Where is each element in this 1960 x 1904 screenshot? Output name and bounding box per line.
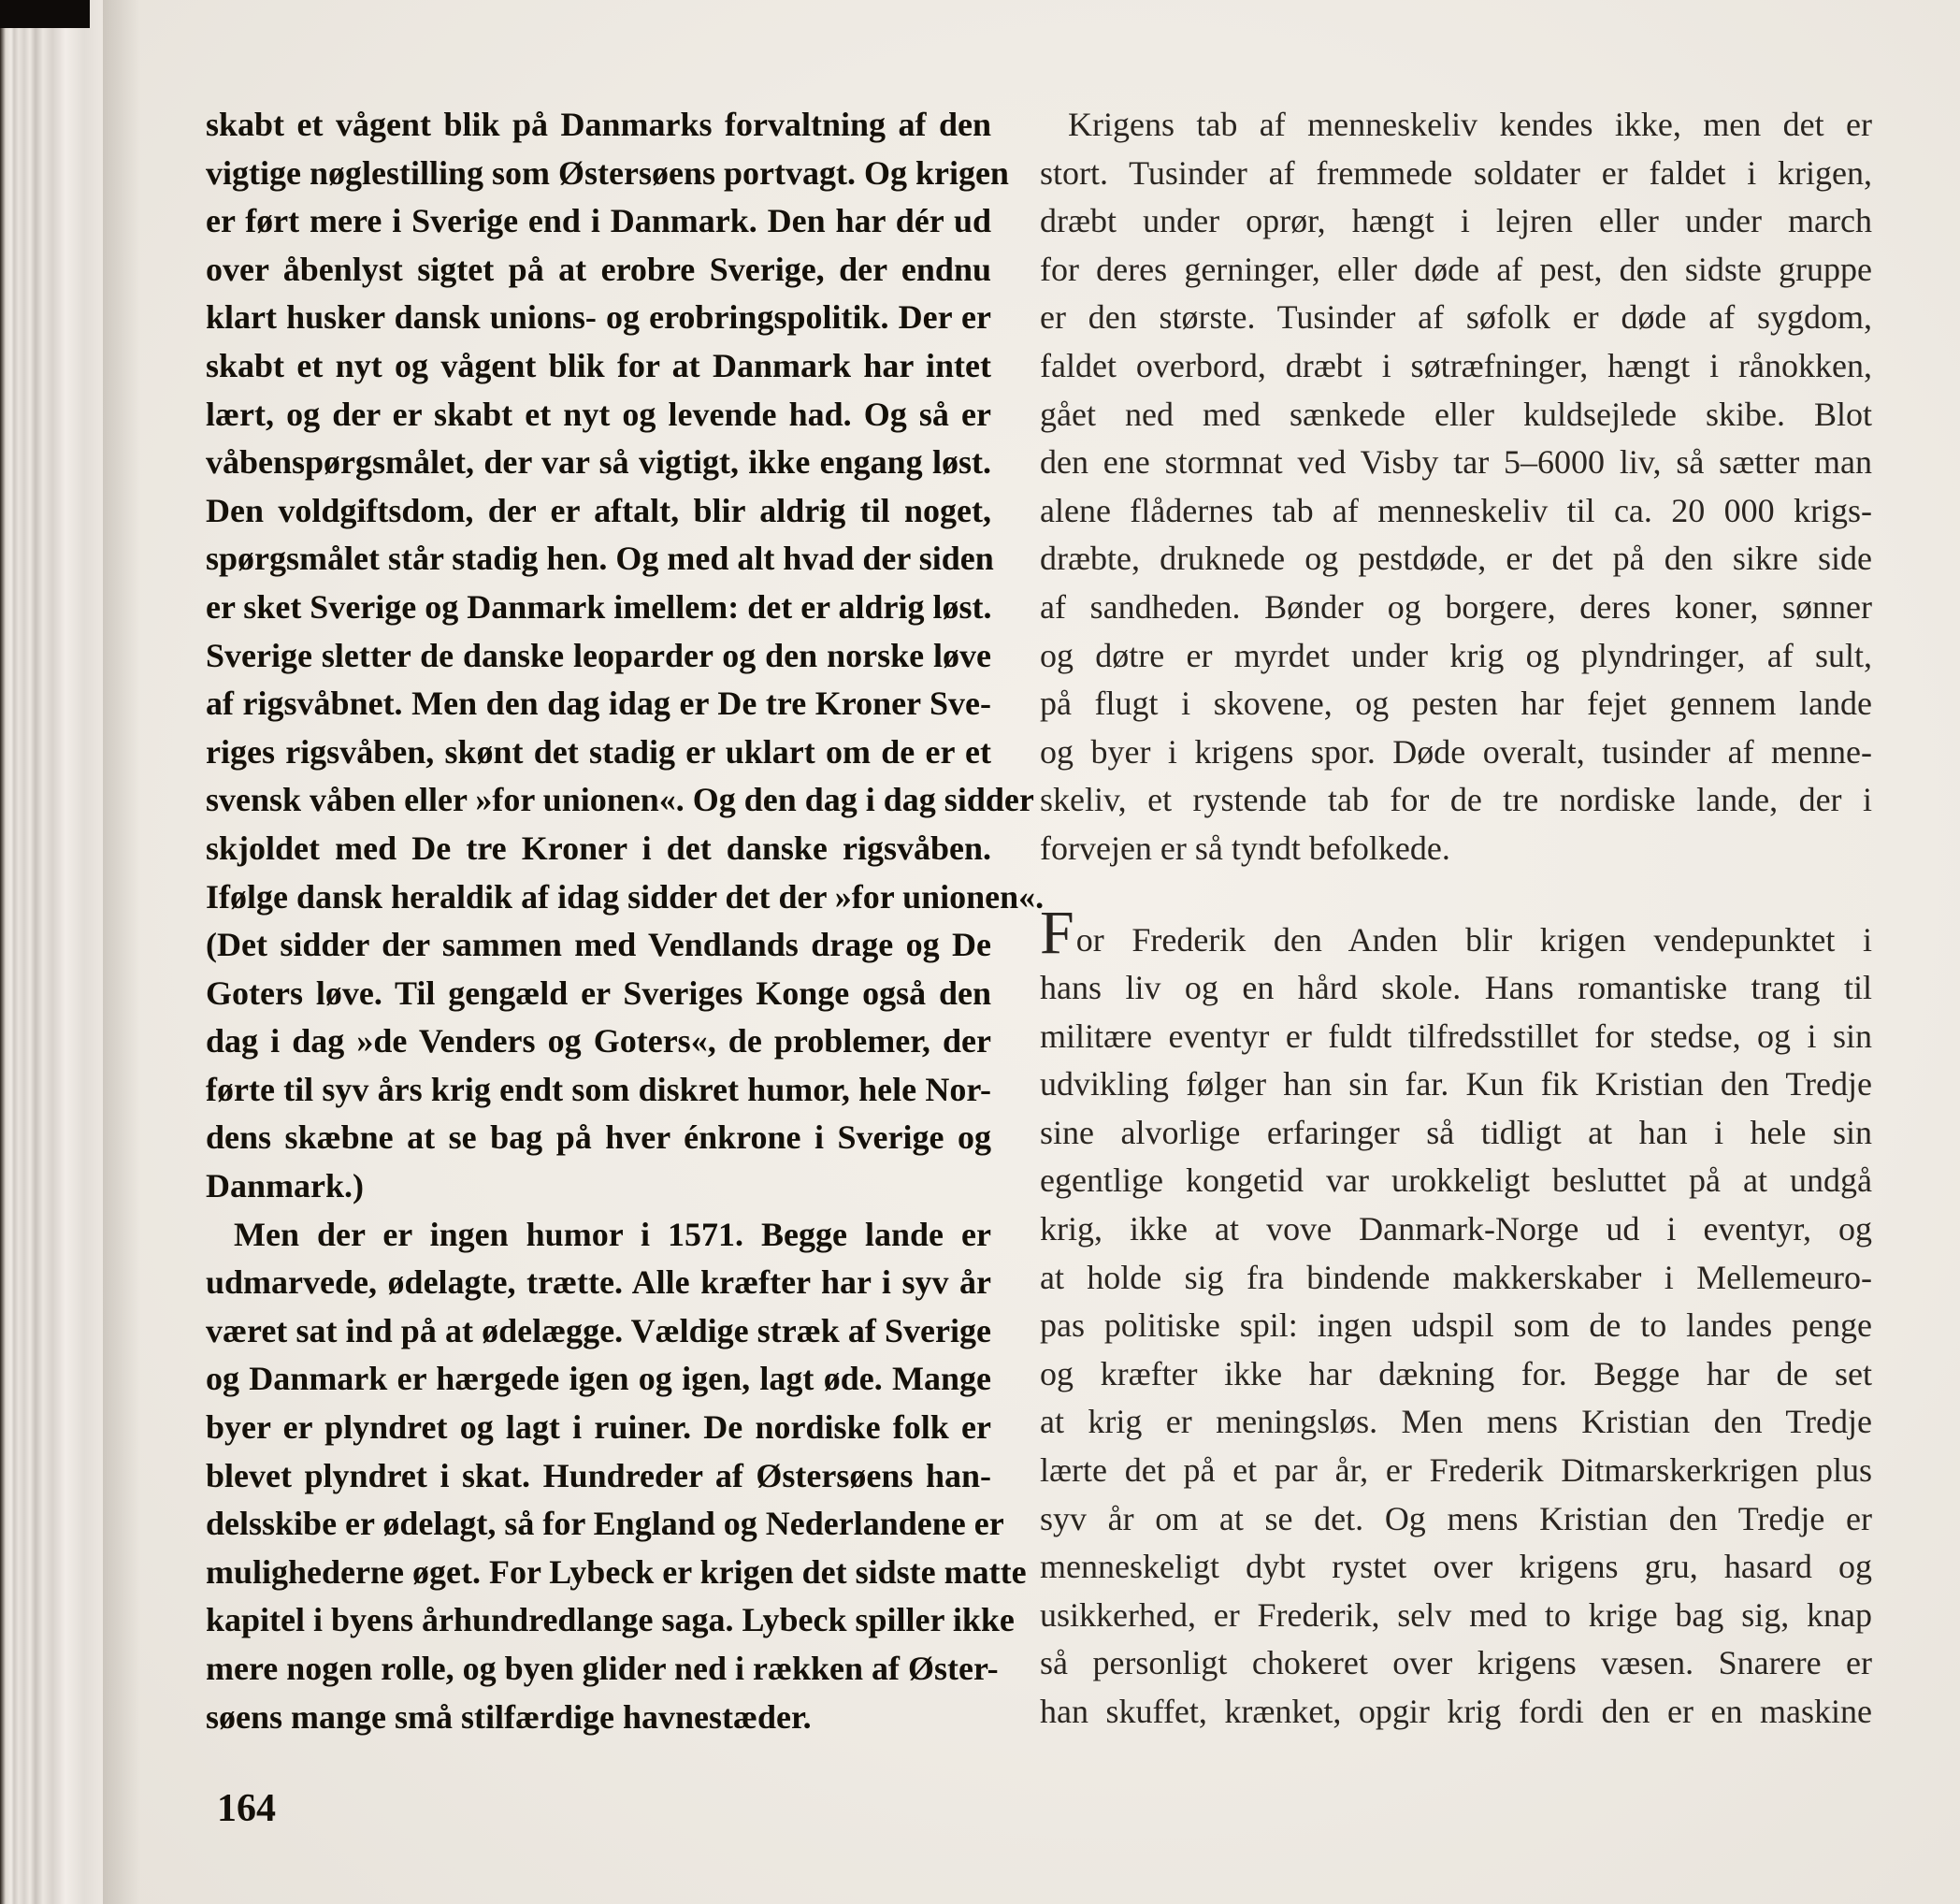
- text-line: af sandheden. Bønder og borgere, deres koner, sønner: [1040, 587, 1872, 626]
- text-line: hans liv og en hård skole. Hans romantiske trang til: [1040, 969, 1872, 1007]
- text-line: Sverige sletter de danske leoparder og den norske løve: [206, 636, 991, 674]
- text-line: usikkerhed, er Frederik, selv med to krige bag sig, knap: [1040, 1595, 1872, 1634]
- text-line: dens skæbne at se bag på hver énkrone i Sverige og: [206, 1118, 991, 1157]
- text-line: Ifølge dansk heraldik af idag sidder det der »for unionen«.: [206, 877, 1045, 916]
- spine-shadow: [103, 0, 140, 1904]
- text-line: af rigsvåbnet. Men den dag idag er De tre Kroner Sve-: [206, 685, 991, 723]
- text-line: på flugt i skovene, og pesten har fejet gennem lande: [1040, 685, 1872, 723]
- text-line: spørgsmålet står stadig hen. Og med alt hvad der siden: [206, 540, 994, 578]
- left-text-column: [206, 101, 1045, 1741]
- text-line: byer er plyndret og lagt i ruiner. De nordiske folk er: [206, 1408, 991, 1447]
- text-line: Goters løve. Til gengæld er Sveriges Konge også den: [206, 974, 991, 1012]
- background-corner: [0, 0, 90, 28]
- text-line: delsskibe er ødelagt, så for England og Nederlandene er: [206, 1505, 1004, 1543]
- text-line: og kræfter ikke har dækning for. Begge har de set: [1040, 1354, 1872, 1392]
- text-line: den ene stormnat ved Visby tar 5–6000 liv, så sætter man: [1040, 443, 1872, 482]
- text-line: førte til syv års krig endt som diskret humor, hele Nor-: [206, 1070, 991, 1108]
- text-line: mere nogen rolle, og byen glider ned i rækken af Øster-: [206, 1650, 999, 1687]
- text-line: han skuffet, krænket, opgir krig fordi den er en maskine: [1040, 1693, 1872, 1730]
- text-line: skeliv, et rystende tab for de tre nordiske lande, der i: [1040, 781, 1872, 819]
- text-line: dræbte, druknede og pestdøde, er det på den sikre side: [1040, 540, 1872, 578]
- text-line: og Danmark er hærgede igen og igen, lagt øde. Mange: [206, 1360, 991, 1398]
- text-line: udmarvede, ødelagte, trætte. Alle kræfter har i syv år: [206, 1263, 991, 1302]
- text-line: faldet overbord, dræbt i søtræfninger, hængt i rånokken,: [1040, 346, 1872, 384]
- text-fragment: or Frederik den Anden blir krigen vendepunktet i: [1075, 920, 1872, 959]
- text-line: syv år om at se det. Og mens Kristian den Tredje er: [1040, 1499, 1872, 1537]
- text-line: gået ned med sænkede eller kuldsejlede skibe. Blot: [1040, 395, 1872, 433]
- page-number: 164: [217, 1787, 276, 1830]
- text-line: egentlige kongetid var urokkeligt besluttet på at undgå: [1040, 1161, 1872, 1200]
- text-line: sine alvorlige erfaringer så tidligt at han i hele sin: [1040, 1113, 1872, 1151]
- text-line: klart husker dansk unions- og erobringspolitik. Der er: [206, 298, 991, 337]
- right-text-column: [1040, 101, 1872, 1737]
- text-line: militære eventyr er fuldt tilfredsstillet for stedse, og i sin: [1040, 1017, 1872, 1055]
- text-line: menneskeligt dybt rystet over krigens gru, hasard og: [1040, 1548, 1872, 1586]
- text-line: Danmark.): [206, 1167, 364, 1205]
- text-line: kapitel i byens århundredlange saga. Lybeck spiller ikke: [206, 1601, 1015, 1639]
- text-line: stort. Tusinder af fremmede soldater er faldet i krigen,: [1040, 153, 1872, 192]
- text-line: pas politiske spil: ingen udspil som de to landes penge: [1040, 1306, 1872, 1345]
- text-line: over åbenlyst sigtet på at erobre Sverige, der endnu: [206, 250, 991, 288]
- text-line: mulighederne øget. For Lybeck er krigen det sidste matte: [206, 1552, 1027, 1591]
- text-line: (Det sidder der sammen med Vendlands drage og De: [206, 926, 991, 964]
- text-line: alene flådernes tab af menneskeliv til ca. 20 000 krigs-: [1040, 491, 1872, 529]
- text-line: vigtige nøglestilling som Østersøens portvagt. Og krigen: [206, 153, 1009, 192]
- page-edges: [0, 0, 120, 1904]
- paragraph-gap: [1040, 873, 1872, 915]
- text-line: søens mange små stilfærdige havnestæder.: [206, 1697, 812, 1736]
- text-line: og døtre er myrdet under krig og plyndringer, af sult,: [1040, 636, 1872, 674]
- text-line: er sket Sverige og Danmark imellem: det er aldrig løst.: [206, 587, 992, 626]
- text-line: udvikling følger han sin far. Kun fik Kristian den Tredje: [1040, 1065, 1872, 1103]
- text-line: lært, og der er skabt et nyt og levende had. Og så er: [206, 395, 991, 433]
- text-line: svensk våben eller »for unionen«. Og den dag i dag sidder: [206, 781, 1034, 819]
- text-line: skjoldet med De tre Kroner i det danske rigsvåben.: [206, 829, 991, 867]
- text-line: så personligt chokeret over krigens væsen. Snarere er: [1040, 1644, 1872, 1682]
- text-line-with-drop-cap: [1040, 898, 1872, 967]
- text-line: skabt et nyt og vågent blik for at Danmark har intet: [206, 346, 991, 384]
- text-line: forvejen er så tyndt befolkede.: [1040, 829, 1450, 867]
- text-line: er ført mere i Sverige end i Danmark. Den har dér ud: [206, 202, 991, 240]
- text-line: at krig er meningsløs. Men mens Kristian den Tredje: [1040, 1403, 1872, 1441]
- text-line: Den voldgiftsdom, der er aftalt, blir aldrig til noget,: [206, 491, 991, 529]
- text-line: været sat ind på at ødelægge. Vældige stræk af Sverige: [206, 1311, 991, 1349]
- text-line: lærte det på et par år, er Frederik Ditmarskerkrigen plus: [1040, 1451, 1872, 1490]
- text-line: er den største. Tusinder af søfolk er døde af sygdom,: [1040, 298, 1872, 337]
- text-line: for deres gerninger, eller døde af pest, den sidste gruppe: [1040, 250, 1872, 288]
- text-line: våbenspørgsmålet, der var så vigtigt, ikke engang løst.: [206, 443, 991, 482]
- text-line: Men der er ingen humor i 1571. Begge lande er: [234, 1215, 991, 1253]
- text-line: at holde sig fra bindende makkerskaber i Mellemeuro-: [1040, 1258, 1872, 1296]
- text-line: riges rigsvåben, skønt det stadig er uklart om de er et: [206, 732, 991, 771]
- text-line: blevet plyndret i skat. Hundreder af Østersøens han-: [206, 1456, 991, 1494]
- text-line: skabt et vågent blik på Danmarks forvaltning af den: [206, 106, 991, 143]
- drop-cap: F: [1040, 898, 1074, 967]
- text-line: dag i dag »de Venders og Goters«, de problemer, der: [206, 1022, 991, 1060]
- text-line: og byer i krigens spor. Døde overalt, tusinder af menne-: [1040, 732, 1872, 771]
- text-line: Krigens tab af menneskeliv kendes ikke, men det er: [1068, 106, 1872, 143]
- text-line: dræbt under oprør, hængt i lejren eller under march: [1040, 202, 1872, 240]
- text-line: krig, ikke at vove Danmark-Norge ud i eventyr, og: [1040, 1210, 1872, 1248]
